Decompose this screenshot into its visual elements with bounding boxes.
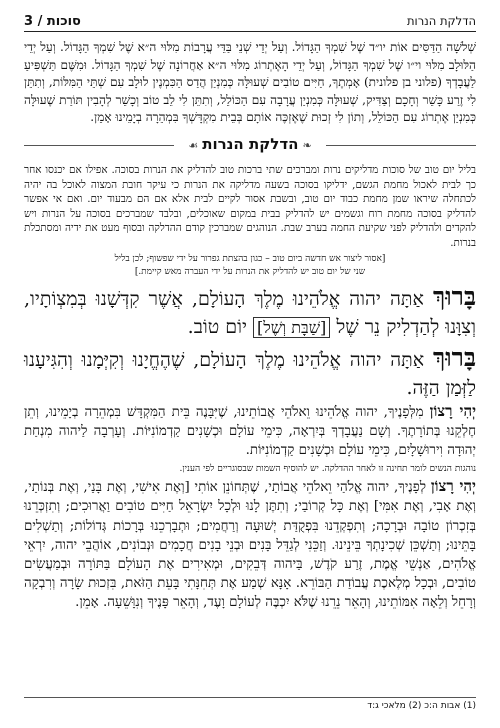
blessing-tail: יוֹם טוֹב. — [187, 315, 247, 338]
section-title: הדלקת הנרות — [202, 134, 299, 153]
blessing-opening-word: בָּרוּךְ — [432, 281, 476, 311]
section-name: סוכות — [46, 14, 81, 29]
blessing-opening-word: בָּרוּךְ — [432, 342, 476, 372]
prayer-text: לְפָנֶיךָ, יהוה אֱלֹהַי וֵאלֹהֵי אֲבוֹתַי, שֶׁתְּחוֹנֵן אוֹתִי [וְאֶת אִישִׁי, וְאֶת בָּנַי, וְאֶת בְּנוֹתַי, וְאֶת אָבִי, וְאֶת אִמִּי] וְאֶת כָּל קְרוֹבַי; וְתִתֶּן לָנוּ וּלְכָל יִשְׂרָאֵל חַיִּים טוֹבִים וַאֲרוּכִים; וְתִזְכְּרֵנוּ בְּזִכְרוֹן טוֹבָה וּבְרָכָה; וְתִפְקְדֵנוּ בִּפְקֻדַּת יְשׁוּעָה וְרַחֲמִים; וּתְבָרְכֵנוּ בְּרָכוֹת גְּדוֹלוֹת; וְתַשְׁלִים בָּתֵּינוּ; וְתַשְׁכֵּן שְׁכִינָתְךָ בֵּינֵינוּ. וְזַכֵּנִי לְגַדֵּל בָּנִים וּבְנֵי בָנִים חֲכָמִים וּנְבוֹנִים, אוֹהֲבֵי יהוה, יִרְאֵי אֱלֹהִים, אַנְשֵׁי אֱמֶת, זֶרַע קֹדֶשׁ, בַּיהוה דְּבֵקִים, וּמְאִירִים אֶת הָעוֹלָם בַּתּוֹרָה וּבְמַעֲשִׂים טוֹבִים, וּבְכָל מְלֶאכֶת עֲבוֹדַת הַבּוֹרֵא. אָנָּא שְׁמַע אֶת תְּחִנָּתִי בָּעֵת הַזֹּאת, בִּזְכוּת שָׂרָה וְרִבְקָה וְרָחֵל וְלֵאָה אִמּוֹתֵינוּ, וְהָאֵר נֵרֵנוּ שֶׁלֹּא יִכְבֶּה לְעוֹלָם וָעֶד, וְהָאֵר פָּנֶיךָ וְנִוָּשֵׁעָה. אָמֵן. — [24, 480, 476, 611]
blessing-text: אַתָּה יהוה אֱלֹהֵינוּ מֶלֶךְ הָעוֹלָם, שֶׁהֶחֱיָנוּ וְקִיְּמָנוּ וְהִגִּיעָנוּ לַזְּמַן הַזֶּה. — [24, 348, 476, 399]
instruction-note: נוהגות הנשים לומר תחינה זו לאחר ההדלקה. יש להוסיף השמות שבסוגריים לפי הענין. — [179, 464, 476, 475]
footnote: (1) אבות ה:כ (2) מלאכי ג:ד — [24, 697, 476, 711]
ornament-icon: ☙ — [188, 138, 199, 152]
section-title-wrap — [174, 135, 325, 153]
prayer-lead: יְהִי רָצוֹן — [430, 477, 476, 496]
bracket-note-line-1: [אסור ליצור אש חדשה ביום טוב – כגון בהצתת גפרור על ידי שפשוף; לכן בליל — [114, 253, 386, 264]
bracket-note-line-2: שני של יום טוב יש להדליק את הנרות על ידי העברה מאש קיימת.] — [134, 266, 366, 277]
intro-paragraph: שְׁלשָׁה הַדַּסִּים אוֹת יו״ד שֶׁל שִׁמְךָ הַגָּדוֹל. וְעַל יְדֵי שְׁנֵי בַּדֵּי עֲרָבוֹת מִלּוּי ה״א שֶׁל שִׁמְךָ הַגָּדוֹל. וְעַל יְדֵי הַלּוּלָב מִלּוּי וי״ו שֶׁל שִׁמְךָ הַגָּדוֹל, וְעַל יְדֵי הָאֶתְרוֹג מִלּוּי ה״א אַחֲרוֹנָה שֶׁל שִׁמְךָ הַגָּדוֹל. וּמִשֶּׁם תַּשְׁפִּיעַ לַעֲבָדְךָ (פלוני בן פלונית) אָמְתֶךָ, חַיִּים טוֹבִים שְׁעוּלָּה כְּמִנְיַן הֲדַס הַכִּמְנֶין לוּלָב עִם שְׁתֵּי הַמִּלּוֹת, וְתִתֵּן לִי זֶרַע כָּשֵׁר וְחָכָם וְצַדִּיק, שְׁעוּלָּה כְּמִנְיַן עֲרָבָה עִם הַכּוֹלֵל, וְתִתֵּן לִי לֵב טוֹב וְכָשֵׁר לְהָבִין תּוֹרַת שֶׁעוּלָּה כְּמִנְיַן אֶתְרוֹג עִם הַכּוֹלֵל, וְתוֹן לִי זְכוּת שֶׁאֶזְכֶּה אוֹתָם בְּבֵית מִקְדָּשְׁךָ בִּמְהֵרָה בְיָמֵינוּ אָמֵן. — [24, 40, 476, 125]
law-paragraph: בליל יום טוב של סוכות מדליקים נרות ומברכים שתי ברכות טוב להדליק את הנרות בסוכה. אפילו אם יכנסו אחר כך לבית לאכול מחמת הגשם, ידליקו בסוכה בשעה מדליקה את הנרות כי עיקר חובת המצוה לאוכל בה יהיה לכתחלה שיראו שמן מחמת כבוד יום טוב, ובשבת אסור לקיים לבית אלא אם הם מבעוד יום. ואם אי אפשר להדליק בסוכה מחמת רוח וגשמים יש להדליק בבית במקום שאוכלים, ובלבד שמברכים בסוכה על הנרות ויש להקדים ולהדליק לפני שקיעת החמה בערב שבת. הנוהגים שמברכין קודם ההדלקה ובסוף מעט את ידיה ומסתכלת בנרות. — [24, 163, 476, 249]
prayer-temple — [24, 402, 476, 461]
running-head-page: 3 / סוכות — [24, 14, 81, 29]
blessing-text: אַתָּה יהוה אֱלֹהֵינוּ מֶלֶךְ הָעוֹלָם, אֲשֶׁר קִדְּשָׁנוּ בְּמִצְוֹתָיו, וְצִוָּנוּ לְהַדְלִיק נֵר שֶׁל — [24, 287, 476, 338]
section-heading — [24, 134, 476, 156]
running-head-title: הדלקת הנרות — [407, 14, 476, 28]
running-head — [24, 14, 476, 32]
blessing-candles — [24, 283, 476, 342]
shabbat-insert: [שַׁבָּת וְשֶׁל] — [253, 317, 330, 338]
blessing-shehecheyanu — [24, 344, 476, 402]
ornament-icon: ❧ — [302, 138, 312, 152]
prayer-lead: יְהִי רָצוֹן — [429, 401, 477, 420]
page-number: 3 — [24, 14, 34, 29]
prayer-tkhine — [24, 477, 476, 612]
prayer-text: מִלְּפָנֶיךָ, יהוה אֱלֹהֵינוּ וֵאלֹהֵי אֲבוֹתֵינוּ, שֶׁיִּבָּנֶה בֵּית הַמִּקְדָּשׁ בִּמְהֵרָה בְיָמֵינוּ, וְתֵן חֶלְקֵנוּ בְּתוֹרָתֶךָ. וְשָׁם נַעֲבָדְךָ בְּיִרְאָה, כִּימֵי עוֹלָם וּכְשָׁנִים קַדְמוֹנִיּוֹת. וְעָרְבָה לַיהוה מִנְחַת יְהוּדָה וִירוּשָׁלָיִם, כִּימֵי עוֹלָם וּכְשָׁנִים קַדְמוֹנִיּוֹת. — [24, 404, 476, 458]
bracket-note — [24, 253, 476, 279]
